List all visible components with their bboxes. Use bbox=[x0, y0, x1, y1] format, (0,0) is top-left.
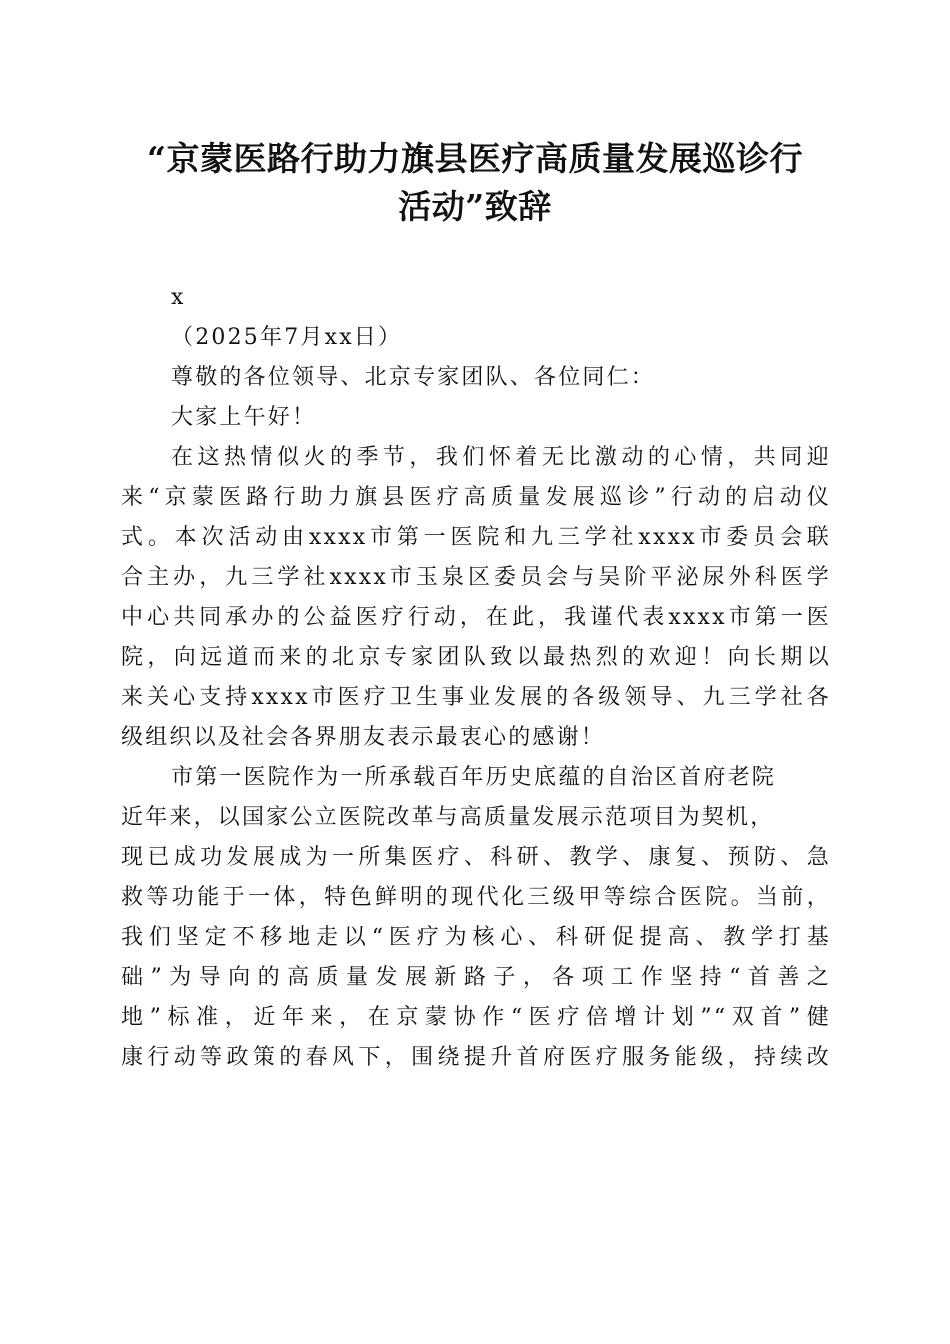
paragraph-line: 在这热情似火的季节，我们怀着无比激动的心情，共同迎 bbox=[171, 445, 831, 470]
paragraph-1 bbox=[121, 438, 831, 758]
paragraph-line: 现已成功发展成为一所集医疗、科研、教学、康复、预防、急 bbox=[121, 845, 831, 870]
paragraph-line: 康行动等政策的春风下，围绕提升首府医疗服务能级，持续改 bbox=[121, 1045, 831, 1070]
paragraph-line: 式。本次活动由xxxx市第一医院和九三学社xxxx市委员会联 bbox=[121, 525, 831, 550]
document-body bbox=[121, 278, 831, 1078]
paragraph-line: 市第一医院作为一所承载百年历史底蕴的自治区首府老院 bbox=[171, 765, 777, 790]
paragraph-line: 合主办，九三学社xxxx市玉泉区委员会与吴阶平泌尿外科医学 bbox=[121, 565, 831, 590]
document-title-line-2: 活动”致辞 bbox=[398, 187, 552, 226]
paragraph-line: 地”标准，近年来，在京蒙协作“医疗倍增计划”“双首”健 bbox=[121, 1005, 831, 1030]
paragraph-2 bbox=[121, 758, 831, 1078]
paragraph-line: 来“京蒙医路行助力旗县医疗高质量发展巡诊”行动的启动仪 bbox=[121, 485, 831, 510]
paragraph-line: 我们坚定不移地走以“医疗为核心、科研促提高、教学打基 bbox=[121, 925, 831, 950]
paragraph-line: 近年来，以国家公立医院改革与高质量发展示范项目为契机， bbox=[121, 805, 775, 830]
salutation-line: 尊敬的各位领导、北京专家团队、各位同仁： bbox=[171, 365, 656, 390]
paragraph-line: 来关心支持xxxx市医疗卫生事业发展的各级领导、九三学社各 bbox=[121, 685, 831, 710]
paragraph-line: 救等功能于一体，特色鲜明的现代化三级甲等综合医院。当前， bbox=[121, 885, 831, 910]
author-line: x bbox=[171, 285, 186, 310]
date-line: （2025年7月xx日） bbox=[171, 325, 403, 350]
paragraph-line: 础”为导向的高质量发展新路子，各项工作坚持“首善之 bbox=[121, 965, 831, 990]
paragraph-line: 级组织以及社会各界朋友表示最衷心的感谢！ bbox=[121, 725, 606, 750]
greeting-line: 大家上午好！ bbox=[171, 405, 317, 430]
paragraph-line: 中心共同承办的公益医疗行动，在此，我谨代表xxxx市第一医 bbox=[121, 605, 831, 630]
document-title-line-1: “京蒙医路行助力旗县医疗高质量发展巡诊行 bbox=[147, 139, 803, 178]
paragraph-line: 院，向远道而来的北京专家团队致以最热烈的欢迎！向长期以 bbox=[121, 645, 831, 670]
